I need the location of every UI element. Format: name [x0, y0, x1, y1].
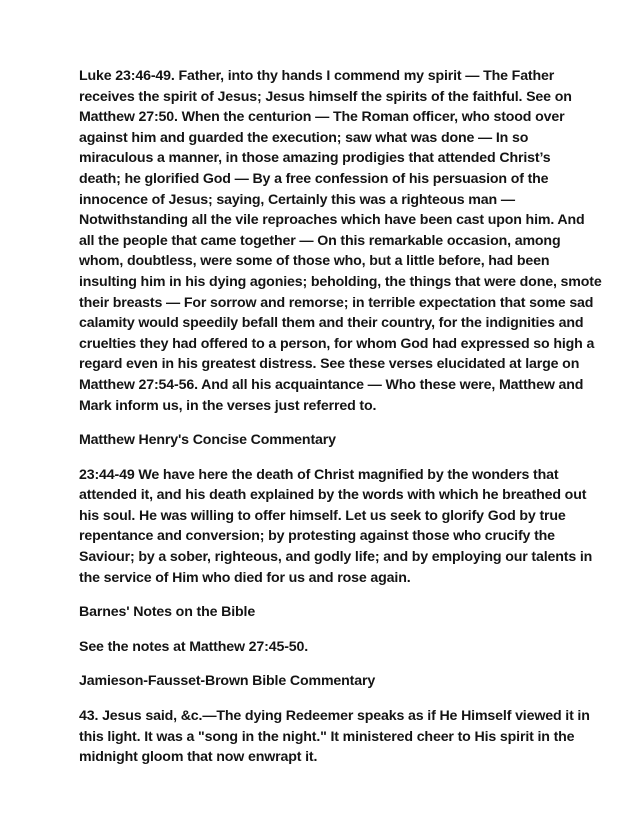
text-line: receives the spirit of Jesus; Jesus himself the spirits of the faithful. See on [79, 88, 572, 105]
text-line: against him and guarded the execution; saw what was done — In so [79, 129, 529, 146]
text-line: Notwithstanding all the vile reproaches which have been cast upon him. And [79, 212, 585, 229]
text-line: Mark inform us, in the verses just referred to. [79, 397, 377, 414]
jfb-paragraph [79, 706, 594, 768]
text-line: whom, doubtless, were some of those who, but a little before, had been [79, 253, 550, 270]
text-line: Matthew 27:54-56. And all his acquaintance — Who these were, Matthew and [79, 376, 584, 393]
text-line: death; he glorified God — By a free confession of his persuasion of the [79, 170, 549, 187]
heading-text: Matthew Henry's Concise Commentary [79, 432, 336, 449]
wesley-notes-paragraph [79, 66, 602, 416]
text-line: 23:44-49 We have here the death of Christ magnified by the wonders that [79, 466, 559, 483]
text-line: insulting him in his dying agonies; beholding, the things that were done, smote [79, 273, 602, 290]
matthew-henry-paragraph [79, 465, 594, 589]
section-heading-barnes [79, 602, 594, 623]
text-line: attended it, and his death explained by the words with which he breathed out [79, 487, 587, 504]
text-line: miraculous a manner, in those amazing prodigies that attended Christ’s [79, 150, 551, 167]
text-line: this light. It was a "song in the night." It ministered cheer to His spirit in the [79, 728, 575, 745]
section-heading-matthew-henry [79, 430, 594, 451]
barnes-paragraph [79, 637, 594, 658]
text-line: cruelties they had offered to a person, for whom God had expressed so high a [79, 335, 595, 352]
text-line: See the notes at Matthew 27:45-50. [79, 638, 309, 655]
text-line: 43. Jesus said, &c.—The dying Redeemer speaks as if He Himself viewed it in [79, 708, 590, 725]
text-line: their breasts — For sorrow and remorse; in terrible expectation that some sad [79, 294, 594, 311]
text-line: Luke 23:46-49. Father, into thy hands I commend my spirit — The Father [79, 68, 555, 84]
text-line: repentance and conversion; by protesting against those who crucify the [79, 528, 555, 545]
text-line: regard even in his greatest distress. See these verses elucidated at large on [79, 356, 580, 373]
text-line: Matthew 27:50. When the centurion — The Roman officer, who stood over [79, 109, 565, 126]
section-heading-jfb [79, 671, 594, 692]
text-line: all the people that came together — On this remarkable occasion, among [79, 232, 561, 249]
text-line: midnight gloom that now enwrapt it. [79, 749, 318, 766]
text-line: his soul. He was willing to offer himself. Let us seek to glorify God by true [79, 507, 566, 524]
text-line: innocence of Jesus; saying, Certainly this was a righteous man — [79, 191, 515, 208]
text-line: Saviour; by a sober, righteous, and godly life; and by employing our talents in [79, 549, 593, 566]
text-line: the service of Him who died for us and rose again. [79, 569, 411, 586]
text-line: calamity would speedily befall them and their country, for the indignities and [79, 315, 584, 332]
heading-text: Barnes' Notes on the Bible [79, 604, 256, 621]
heading-text: Jamieson-Fausset-Brown Bible Commentary [79, 673, 376, 690]
